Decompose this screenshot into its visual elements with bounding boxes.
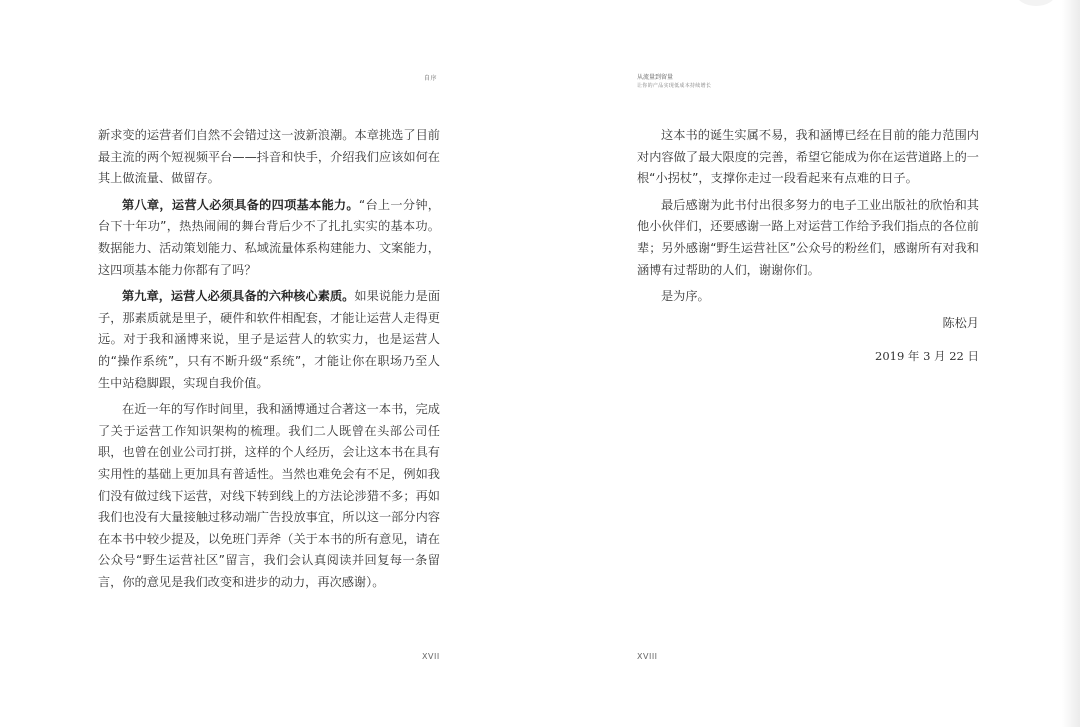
left-body-text: [98, 125, 440, 598]
page-number: XVII: [422, 652, 440, 661]
paragraph: 这本书的诞生实属不易，我和涵博已经在目前的能力范围内对内容做了最大限度的完善，希望它能成为你在运营道路上的一根“小拐杖”，支撑你走过一段看起来有点难的日子。: [637, 128, 979, 186]
paragraph-text: 如果说能力是面子，那素质就是里子，硬件和软件相配套，才能让运营人走得更远。对于我和涵博来说，里子是运营人的软实力，也是运营人的“操作系统”，只有不断升级“系统”，才能让你在职场乃至人生中站稳脚跟，实现自我价值。: [98, 289, 441, 390]
paragraph: [98, 399, 440, 593]
page-number: XVIII: [637, 652, 658, 661]
paragraph: 是为序。: [661, 289, 710, 304]
running-head: [637, 73, 711, 91]
right-page: [540, 0, 1080, 727]
paragraph: [98, 286, 440, 394]
paragraph-text: “台上一分钟，台下十年功”，热热闹闹的舞台背后少不了扎扎实实的基本功。数据能力、活动策划能力、私域流量体系构建能力、文案能力，这四项基本能力你都有了吗？: [98, 197, 440, 277]
running-head: 自序: [424, 75, 438, 82]
paragraph: [98, 195, 440, 281]
chapter-heading-text: 第九章，运营人必须具备的六种核心素质。: [122, 289, 355, 304]
author-signature: 陈松月: [942, 315, 979, 330]
running-head-title: 从流量到留量: [637, 74, 674, 81]
paragraph-text: 新求变的运营者们自然不会错过这一波新浪潮。本章挑选了目前最主流的两个短视频平台——抖音和快手，介绍我们应该如何在其上做流量、做留存。: [98, 128, 440, 186]
right-body-text: [637, 125, 979, 379]
running-head-subtitle: 让你的产品实现低成本持续增长: [637, 83, 712, 89]
signature-date: 2019 年 3 月 22 日: [875, 348, 979, 363]
chapter-heading-text: 第八章，运营人必须具备的四项基本能力。: [122, 197, 359, 212]
paragraph: 最后感谢为此书付出很多努力的电子工业出版社的欣怡和其他小伙伴们，还要感谢一路上对运营工作给予我们指点的各位前辈；另外感谢“野生运营社区”公众号的粉丝们，感谢所有对我和涵博有过帮助的人们，谢谢你们。: [637, 197, 979, 277]
page-edge-shadow: [1062, 0, 1080, 727]
paragraph: [98, 125, 440, 190]
paragraph-text: 在近一年的写作时间里，我和涵博通过合著这一本书，完成了关于运营工作知识架构的梳理。我们二人既曾在头部公司任职，也曾在创业公司打拼，这样的个人经历，会让这本书在具有实用性的基础上更加具有普适性。当然也难免会有不足，例如我们没有做过线下运营，对线下转到线上的方法论涉猎不多；再如我们也没有大量接触过移动端广告投放事宜，所以这一部分内容在本书中较少提及，以免班门弄斧（关于本书的所有意见，请在公众号“野生运营社区”留言，我们会认真阅读并回复每一条留言，你的意见是我们改变和进步的动力，再次感谢）。: [98, 402, 440, 589]
